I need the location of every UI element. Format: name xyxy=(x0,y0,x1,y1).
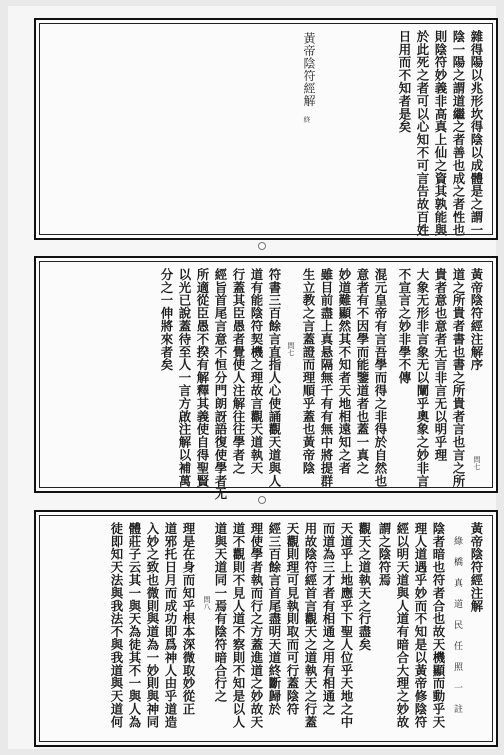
text-column: 經旨首尾言意不恒分門朗訝語復使學者无 xyxy=(213,268,228,501)
text-column: 道與天道同一焉有陰符暗合行之 xyxy=(213,522,228,703)
text-column: 於此死之者可以心知不可言告故百姓 xyxy=(415,30,430,237)
text-column: 陰一陽之謂道繼之者善也成之者性也 xyxy=(451,30,466,237)
text-block-preface xyxy=(34,256,498,501)
text-column: 道有能陰符契機之理故言觀天道執天 xyxy=(249,268,264,475)
text-column: 道之所貴者書也書之所貴者言也言之所 xyxy=(451,268,466,488)
text-column: 雖目前盡上真悬隔無千有有無中將提群 xyxy=(319,268,334,488)
text-column: 理人道遇乎妙而不知是以黃帝修陰符 xyxy=(413,522,428,729)
text-column: 黃帝陰符經注解序 xyxy=(469,268,484,372)
text-column: 意者有不因學而能鑒道者也蓋一真之 xyxy=(355,268,370,475)
text-column: 則陰符妙義非高真上仙之資其孰能與 xyxy=(433,30,448,237)
text-block-commentary xyxy=(34,510,498,747)
text-column: 日用而不知者是矣 xyxy=(397,30,412,134)
text-column: 以光已說蓋待至人一言方啟注解以補萬 xyxy=(177,268,192,488)
text-column: 徒即知天法與我法不與我道與天道何 xyxy=(109,522,124,729)
section-title: 黃帝陰符經解 xyxy=(302,32,316,107)
text-column: 天觀則理可見執則取而可行蓋陰符 xyxy=(285,522,300,716)
text-column: 黃帝陰符經注解 xyxy=(469,522,484,613)
title-suffix: 終 xyxy=(303,116,311,123)
page-number-mark: 問七 xyxy=(287,342,295,356)
text-column: 所適從臣愚不揆有解釋其義使自得聖賢 xyxy=(195,268,210,488)
scan-page xyxy=(8,6,496,749)
text-column: 而道為三才者有相通之用有相通之 xyxy=(321,522,336,716)
page-number-mark: 問八 xyxy=(203,596,211,610)
text-block-jie-ending xyxy=(34,18,498,240)
author-line: 綠 橋 真 道 民 任 照 一 註 xyxy=(452,536,462,714)
text-column: 觀天之道執天之行盡矣 xyxy=(357,522,372,651)
text-column: 行蓋其臣愚者覺使人注解往往學者之 xyxy=(231,268,246,475)
text-column: 理使學者執而行之方蓋進道之妙故天 xyxy=(249,522,264,729)
text-column: 不宣言之妙非學不傳 xyxy=(397,268,412,385)
text-column: 混元皇帝有言吾學而得之非得於自然也 xyxy=(373,268,388,488)
text-column: 道不觀則不見人道不察則不知是以人 xyxy=(231,522,246,729)
text-column: 經三百餘言首尾盡明天道終斷歸於 xyxy=(267,522,282,716)
text-column: 謂之陰符焉 xyxy=(377,522,392,587)
text-column: 天道乎上地應乎下聖人位乎天地之中 xyxy=(339,522,354,729)
text-column: 分之一伸將來者矣 xyxy=(159,268,174,372)
text-column: 經以明天道與人道有暗合大理之妙故 xyxy=(395,522,410,729)
text-column: 道邪托日月而成功即爲神人由乎道造 xyxy=(163,522,178,729)
text-column: 陰者暗也符者合也故天機顯而動乎天 xyxy=(431,522,446,729)
text-column: 體莊子云其一與天為徒其不一與人為 xyxy=(127,522,142,729)
text-column: 貴者意也意者无言非言无以明乎理 xyxy=(433,268,448,462)
text-column: 符書三百餘言直指人心使誦觀天道與人 xyxy=(267,268,282,488)
text-column: 生立教之言蓋證而理順乎蓋也黃帝陰 xyxy=(301,268,316,475)
text-column: 用故陰符經首言觀天之道執天之行蓋 xyxy=(303,522,318,729)
binding-hole xyxy=(258,242,266,250)
text-column: 雜得陽以兆形坎得陰以成體是之謂一 xyxy=(469,30,484,237)
page-number-mark: 問七 xyxy=(473,456,481,470)
text-column: 理是在身而知乎根本深微取妙從正 xyxy=(181,522,196,716)
text-column: 妙道難顯然其不知者天地相遠知之者 xyxy=(337,268,352,475)
text-column: 大象无形非言象无以闡乎奧象之妙非言 xyxy=(415,268,430,488)
binding-hole xyxy=(258,496,266,504)
text-column: 入妙之致也微則與道為一妙則與神同 xyxy=(145,522,160,729)
